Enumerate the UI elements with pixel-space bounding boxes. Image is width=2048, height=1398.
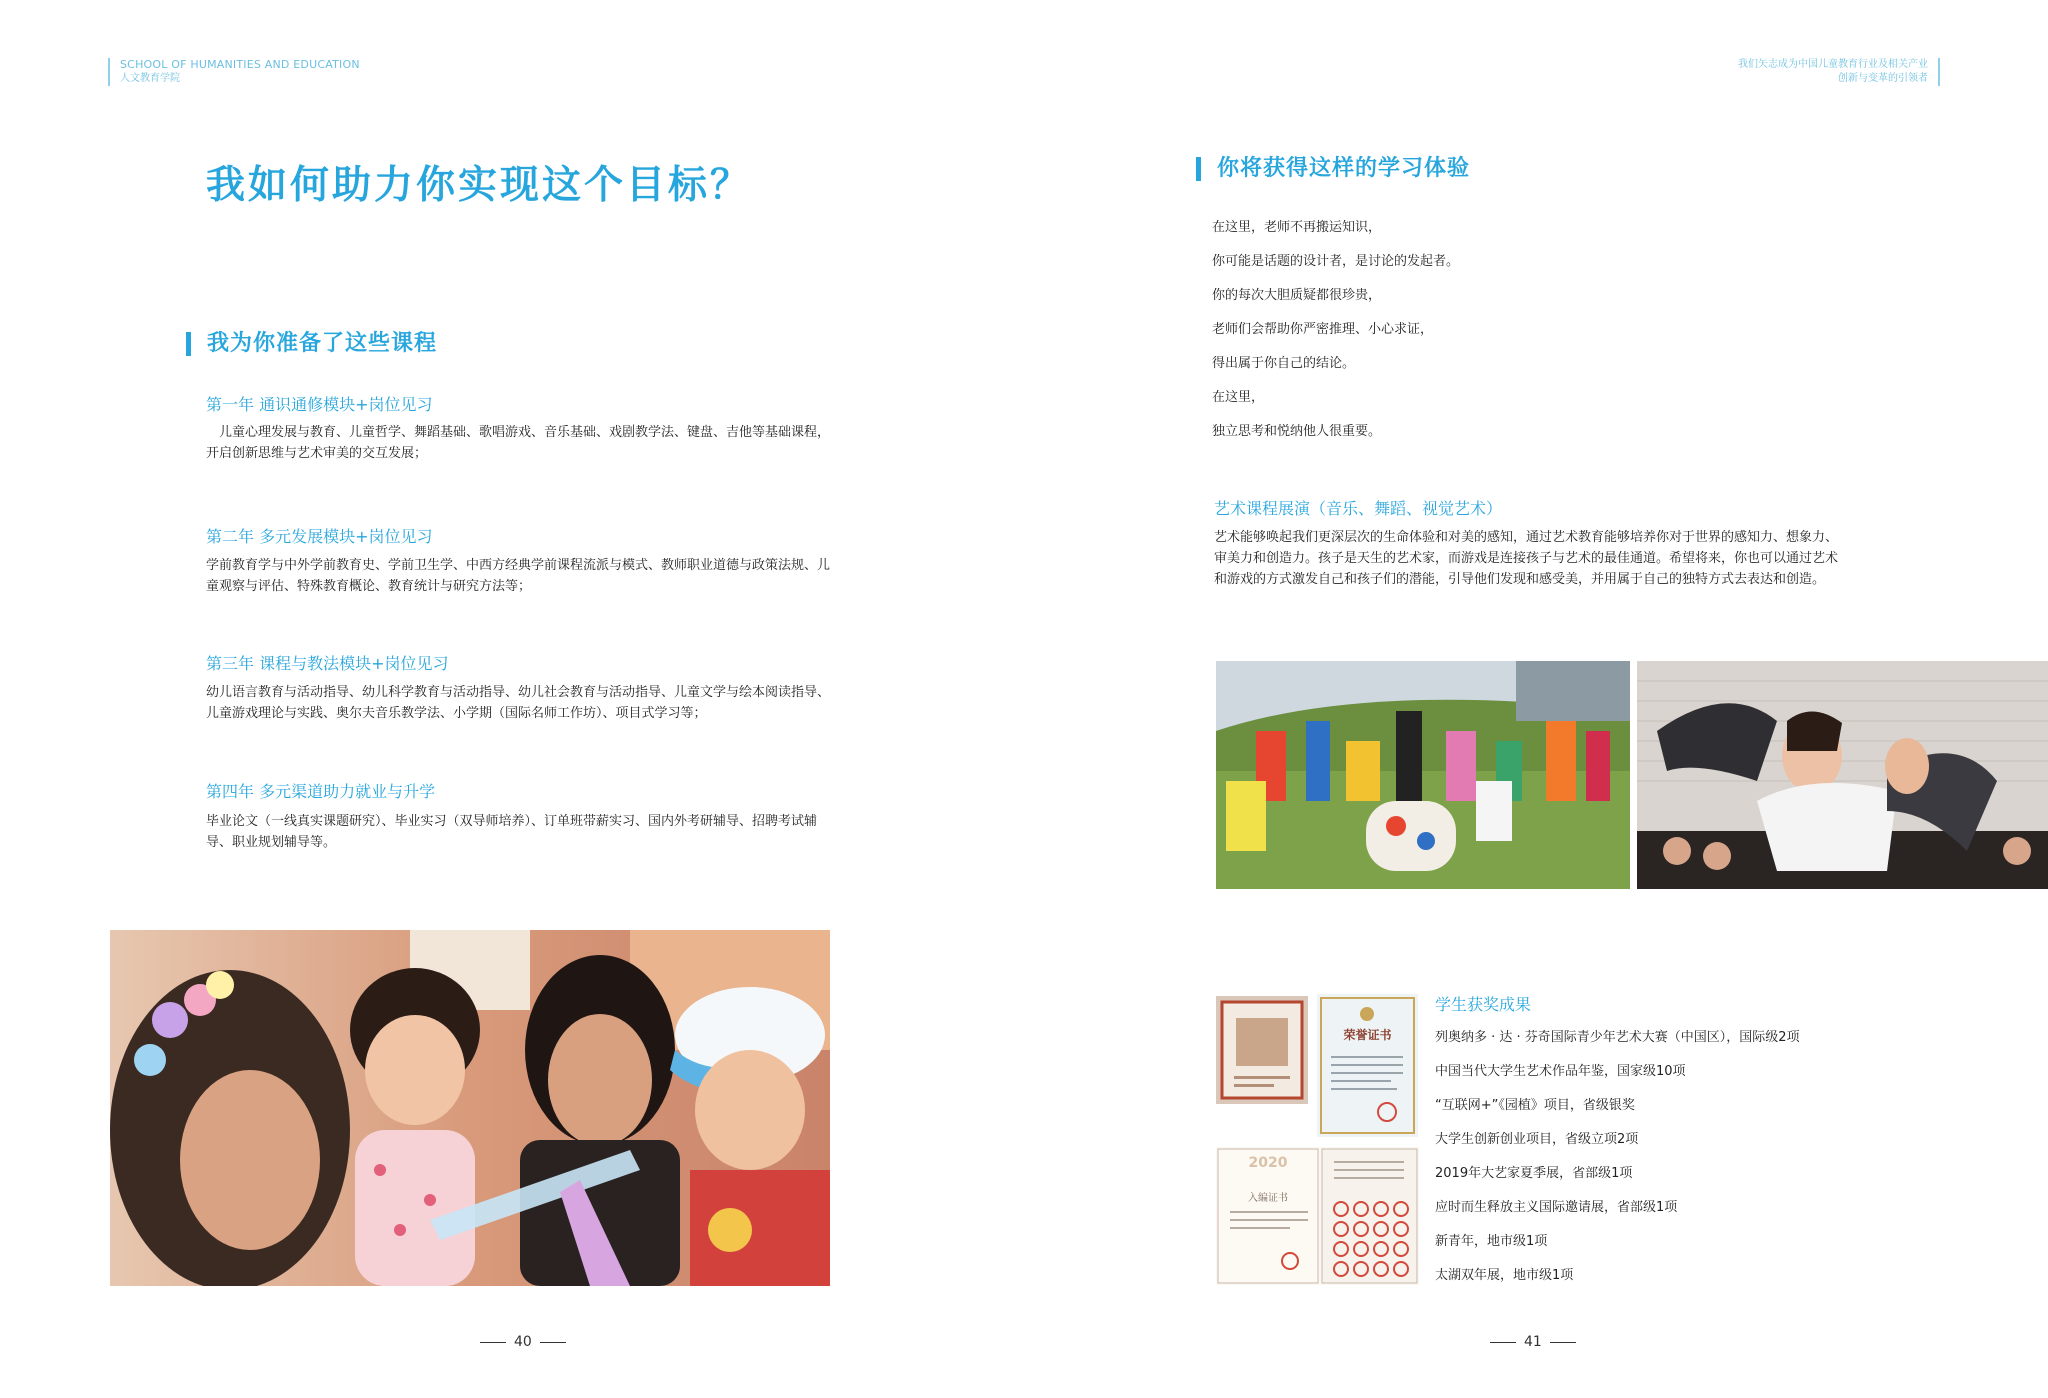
page-number-left bbox=[480, 1334, 566, 1350]
entry-certificate-title: 入编证书 bbox=[1248, 1193, 1288, 1204]
experience-line: 在这里，老师不再搬运知识， bbox=[1212, 220, 1382, 235]
award-item: 应时而生释放主义国际邀请展，省部级1项 bbox=[1435, 1200, 1678, 1215]
experience-line: 你的每次大胆质疑都很珍贵， bbox=[1212, 288, 1382, 303]
year1-text: 儿童心理发展与教育、儿童哲学、舞蹈基础、歌唱游戏、音乐基础、戏剧教学法、键盘、吉他等基础课程，开启创新思维与艺术审美的交互发展； bbox=[206, 425, 831, 461]
award-item: 中国当代大学生艺术作品年鉴，国家级10项 bbox=[1435, 1064, 1686, 1079]
award-item: “互联网+”《园植》项目，省级银奖 bbox=[1435, 1098, 1635, 1113]
experience-line: 你可能是话题的设计者，是讨论的发起者。 bbox=[1212, 254, 1460, 269]
school-name-cn: 人文教育学院 bbox=[120, 73, 180, 84]
school-header bbox=[108, 58, 360, 86]
children-crafts-photo bbox=[110, 930, 830, 1286]
award-item: 大学生创新创业项目，省级立项2项 bbox=[1435, 1132, 1639, 1147]
art-heading: 艺术课程展演（音乐、舞蹈、视觉艺术） bbox=[1214, 499, 1503, 518]
entry-certificate-year: 2020 bbox=[1248, 1155, 1288, 1171]
awards-heading: 学生获奖成果 bbox=[1435, 995, 1532, 1014]
honor-certificate-title: 荣誉证书 bbox=[1343, 1028, 1392, 1042]
slogan-line-2: 创新与变革的引领者 bbox=[1838, 73, 1928, 84]
year3-text: 幼儿语言教育与活动指导、幼儿科学教育与活动指导、幼儿社会教育与活动指导、儿童文学与绘本阅读指导、儿童游戏理论与实践、奥尔夫音乐教学法、小学期（国际名师工作坊）、项目式学习等； bbox=[206, 685, 831, 721]
award-item: 列奥纳多 · 达 · 芬奇国际青少年艺术大赛（中国区），国际级2项 bbox=[1435, 1030, 1800, 1045]
slogan-header bbox=[1738, 58, 1940, 86]
school-name-en: SCHOOL OF HUMANITIES AND EDUCATION bbox=[120, 58, 360, 71]
year4-text: 毕业论文（一线真实课题研究）、毕业实习（双导师培养）、订单班带薪实习、国内外考研辅导、招聘考试辅导、职业规划辅导等。 bbox=[206, 814, 818, 850]
year2-text: 学前教育学与中外学前教育史、学前卫生学、中西方经典学前课程流派与模式、教师职业道德与政策法规、儿童观察与评估、特殊教育概论、教育统计与研究方法等； bbox=[206, 558, 831, 594]
art-exhibition-photo bbox=[1216, 661, 1630, 889]
experience-line: 得出属于你自己的结论。 bbox=[1212, 356, 1356, 371]
year1-heading: 第一年 通识通修模块+岗位见习 bbox=[206, 395, 433, 414]
experience-line: 老师们会帮助你严密推理、小心求证， bbox=[1212, 322, 1434, 337]
award-item: 2019年大艺家夏季展，省部级1项 bbox=[1435, 1166, 1633, 1181]
slogan-line-1: 我们矢志成为中国儿童教育行业及相关产业 bbox=[1738, 59, 1928, 70]
experience-lines bbox=[1212, 218, 1459, 456]
award-item: 新青年，地市级1项 bbox=[1435, 1234, 1548, 1249]
entry-certificate bbox=[1216, 1147, 1419, 1285]
award-item: 太湖双年展，地市级1项 bbox=[1435, 1268, 1574, 1283]
page-number-right bbox=[1490, 1334, 1576, 1350]
experience-line: 在这里， bbox=[1212, 390, 1265, 405]
year4-heading: 第四年 多元渠道助力就业与升学 bbox=[206, 782, 436, 801]
certificate-photo-1 bbox=[1216, 996, 1308, 1104]
page-number-40: 40 bbox=[514, 1334, 532, 1350]
year3-heading: 第三年 课程与教法模块+岗位见习 bbox=[206, 654, 449, 673]
experience-heading: 你将获得这样的学习体验 bbox=[1196, 157, 1470, 181]
dance-performance-photo bbox=[1637, 661, 2048, 889]
art-text: 艺术能够唤起我们更深层次的生命体验和对美的感知，通过艺术教育能够培养你对于世界的感知力、想象力、审美力和创造力。孩子是天生的艺术家，而游戏是连接孩子与艺术的最佳通道。希望将来，你也可以通过艺术和游戏的方式激发自己和孩子们的潜能，引导他们发现和感受美，并用属于自己的独特方式去表达和创造。 bbox=[1214, 530, 1839, 587]
awards-list bbox=[1435, 1028, 1800, 1300]
year2-heading: 第二年 多元发展模块+岗位见习 bbox=[206, 527, 433, 546]
honor-certificate bbox=[1317, 994, 1418, 1137]
page-number-41: 41 bbox=[1524, 1334, 1542, 1350]
page-title: 我如何助力你实现这个目标？ bbox=[206, 163, 753, 208]
experience-line: 独立思考和悦纳他人很重要。 bbox=[1212, 424, 1382, 439]
courses-heading: 我为你准备了这些课程 bbox=[186, 332, 437, 356]
